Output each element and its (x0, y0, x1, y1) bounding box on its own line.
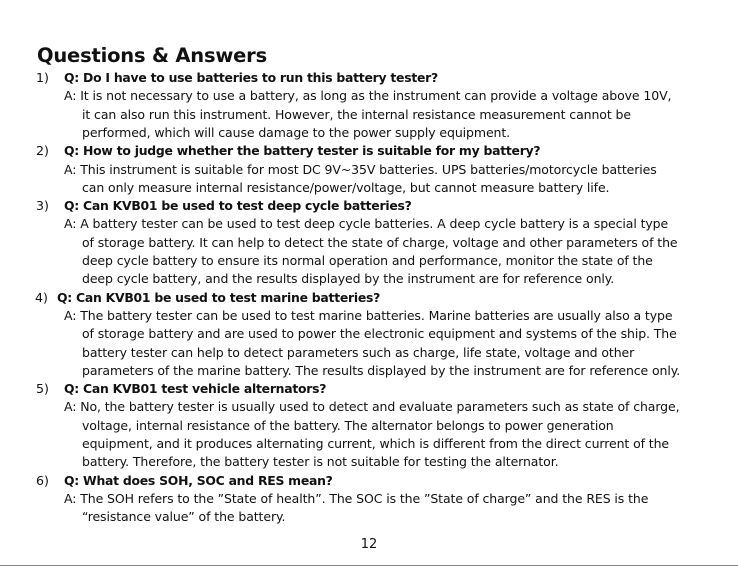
item-number: 2) (36, 143, 49, 159)
answer-continuation: “resistance value” of the battery. (82, 509, 286, 525)
answer-continuation: can only measure internal resistance/power/voltage, but cannot measure battery life. (82, 179, 610, 195)
question-text: Q: Can KVB01 be used to test marine batteries? (57, 289, 381, 305)
answer-continuation: deep cycle battery to ensure its normal operation and performance, monitor the state of the (82, 253, 653, 268)
answer-continuation: of storage battery. It can help to detect the state of charge, voltage and other parameters of the (82, 234, 678, 250)
bottom-rule (0, 565, 738, 566)
answer-text: A: The battery tester can be used to test marine batteries. Marine batteries are usually also a type (64, 307, 673, 323)
page-title: Questions & Answers (37, 44, 268, 67)
answer-continuation: it can also run this instrument. However, the internal resistance measurement cannot be (82, 106, 631, 122)
answer-continuation: performed, which will cause damage to the power supply equipment. (82, 124, 511, 140)
answer-continuation: battery tester can help to detect parameters such as charge, life state, voltage and other (82, 344, 635, 360)
question-text: Q: Do I have to use batteries to run this battery tester? (64, 70, 438, 85)
answer-text: A: The SOH refers to the ”State of health”. The SOC is the ”State of charge” and the RES is the (64, 490, 649, 506)
answer-text: A: It is not necessary to use a battery, as long as the instrument can provide a voltage above 10V, (64, 88, 672, 104)
answer-continuation: deep cycle battery, and the results displayed by the instrument are for reference only. (82, 271, 615, 287)
answer-text: A: No, the battery tester is usually used to detect and evaluate parameters such as state of charge, (64, 399, 680, 415)
item-number: 6) (36, 472, 49, 488)
question-text: Q: Can KVB01 test vehicle alternators? (64, 381, 327, 397)
answer-continuation: equipment, and it produces alternating current, which is different from the direct current of the (82, 436, 670, 451)
answer-continuation: battery. Therefore, the battery tester is not suitable for testing the alternator. (82, 454, 559, 470)
answer-continuation: parameters of the marine battery. The results displayed by the instrument are for reference only. (82, 362, 681, 378)
question-text: Q: How to judge whether the battery tester is suitable for my battery? (64, 143, 541, 159)
item-number: 4) (35, 289, 48, 305)
item-number: 1) (36, 70, 49, 85)
answer-continuation: voltage, internal resistance of the battery. The alternator belongs to power generation (82, 417, 614, 433)
question-text: Q: What does SOH, SOC and RES mean? (64, 472, 333, 488)
answer-text: A: A battery tester can be used to test deep cycle batteries. A deep cycle battery is a special type (64, 216, 669, 232)
page-number: 12 (360, 537, 378, 552)
answer-text: A: This instrument is suitable for most DC 9V~35V batteries. UPS batteries/motorcycle batteries (64, 161, 657, 177)
question-text: Q: Can KVB01 be used to test deep cycle batteries? (64, 198, 412, 214)
item-number: 3) (36, 198, 49, 214)
item-number: 5) (36, 381, 49, 397)
answer-continuation: of storage battery and are used to power the electronic equipment and systems of the ship. The (82, 326, 677, 342)
